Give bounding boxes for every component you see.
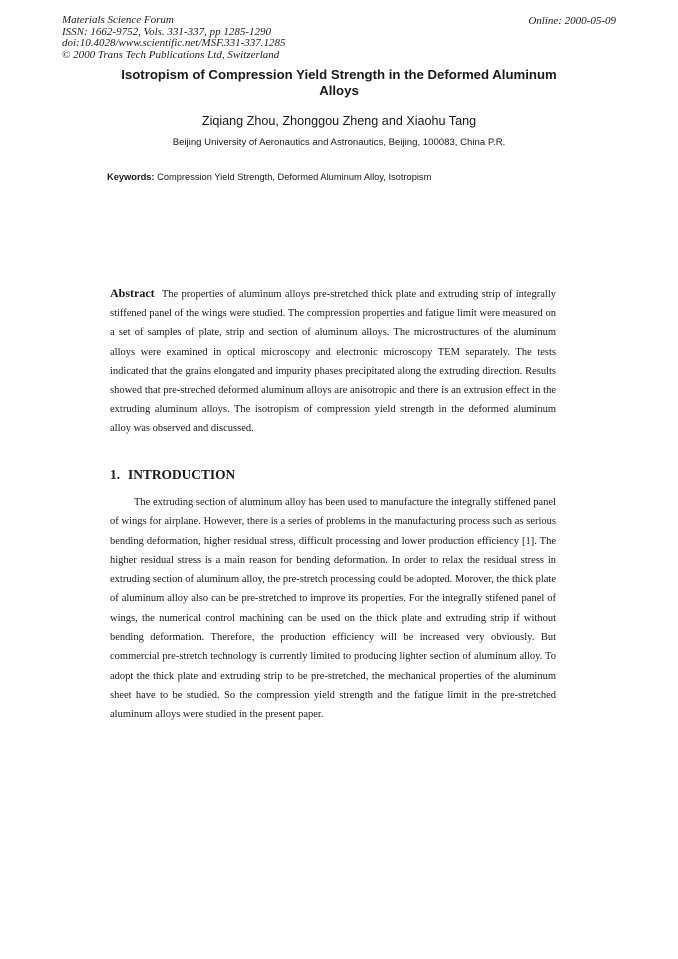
issn-line: ISSN: 1662-9752, Vols. 331-337, pp 1285-1290 [62, 25, 271, 38]
publication-header [62, 15, 286, 61]
online-date: Online: 2000-05-09 [528, 15, 616, 27]
section-number: 1. [110, 467, 121, 482]
affiliation: Beijing University of Aeronautics and Astronautics, Beijing, 100083, China P.R. [172, 137, 506, 148]
section-heading [110, 467, 235, 483]
keywords-label: Keywords: [107, 172, 155, 182]
keywords-text: Compression Yield Strength, Deformed Aluminum Alloy, Isotropism [157, 172, 432, 182]
abstract-label: Abstract [110, 286, 155, 300]
doi-line[interactable]: doi:10.4028/www.scientific.net/MSF.331-337.1285 [62, 37, 286, 50]
paper-title: Isotropism of Compression Yield Strength in the Deformed Aluminum Alloys [121, 67, 557, 98]
journal-name: Materials Science Forum [62, 14, 174, 26]
abstract-text: The properties of aluminum alloys pre-stretched thick plate and extruding strip of integrally stiffened panel of the wings were studied. The compression properties and fatigue limit were measured on a set of samples of plate, strip and section of aluminum alloys. The microstructures of the aluminum alloys were examined in optical microscopy and electronic microscopy TEM separately. The tests indicated that the grains elongated and impurity phases precipitated along the extruding direction. Results showed that pre-streched deformed aluminum alloys are anisotropic and there is an extrusion effect in the extruding aluminum alloys. The isotropism of compression yield strength in the deformed aluminum alloy was observed and discussed. [110, 289, 556, 435]
keywords [107, 172, 431, 182]
copyright-line: © 2000 Trans Tech Publications Ltd, Switzerland [62, 48, 280, 61]
introduction-paragraph: The extruding section of aluminum alloy has been used to manufacture the integrally stiffened panel of wings for airplane. However, there is a series of problems in the manufacturing process such as serious bending deformation, higher residual stress, difficult processing and lower production efficiency [1]. The higher residual stress is a main reason for bending deformation. In order to relax the residual stress in extruding section of aluminum alloy, the pre-stretch processing could be adopted. Morover, the thick plate of aluminum alloy also can be pre-stretched to improve its properties. For the integrally stifened panel of wings, the numerical control machining can be used on the thick plate and extruding strip if without bending deformation. Therefore, the production efficiency will be increased very obviously. But commercial pre-stretch technology is currently limited to producing lighter section of aluminum alloy. To adopt the thick plate and extruding strip to be pre-stretched, the mechanical properties of the aluminum sheet have to be studied. So the compression yield strength and the fatigue limit in the pre-stretched aluminum alloys were studied in the present paper. [110, 497, 556, 721]
section-title: INTRODUCTION [128, 467, 236, 482]
authors: Ziqiang Zhou, Zhonggou Zheng and Xiaohu Tang [201, 114, 477, 128]
abstract [110, 284, 556, 439]
